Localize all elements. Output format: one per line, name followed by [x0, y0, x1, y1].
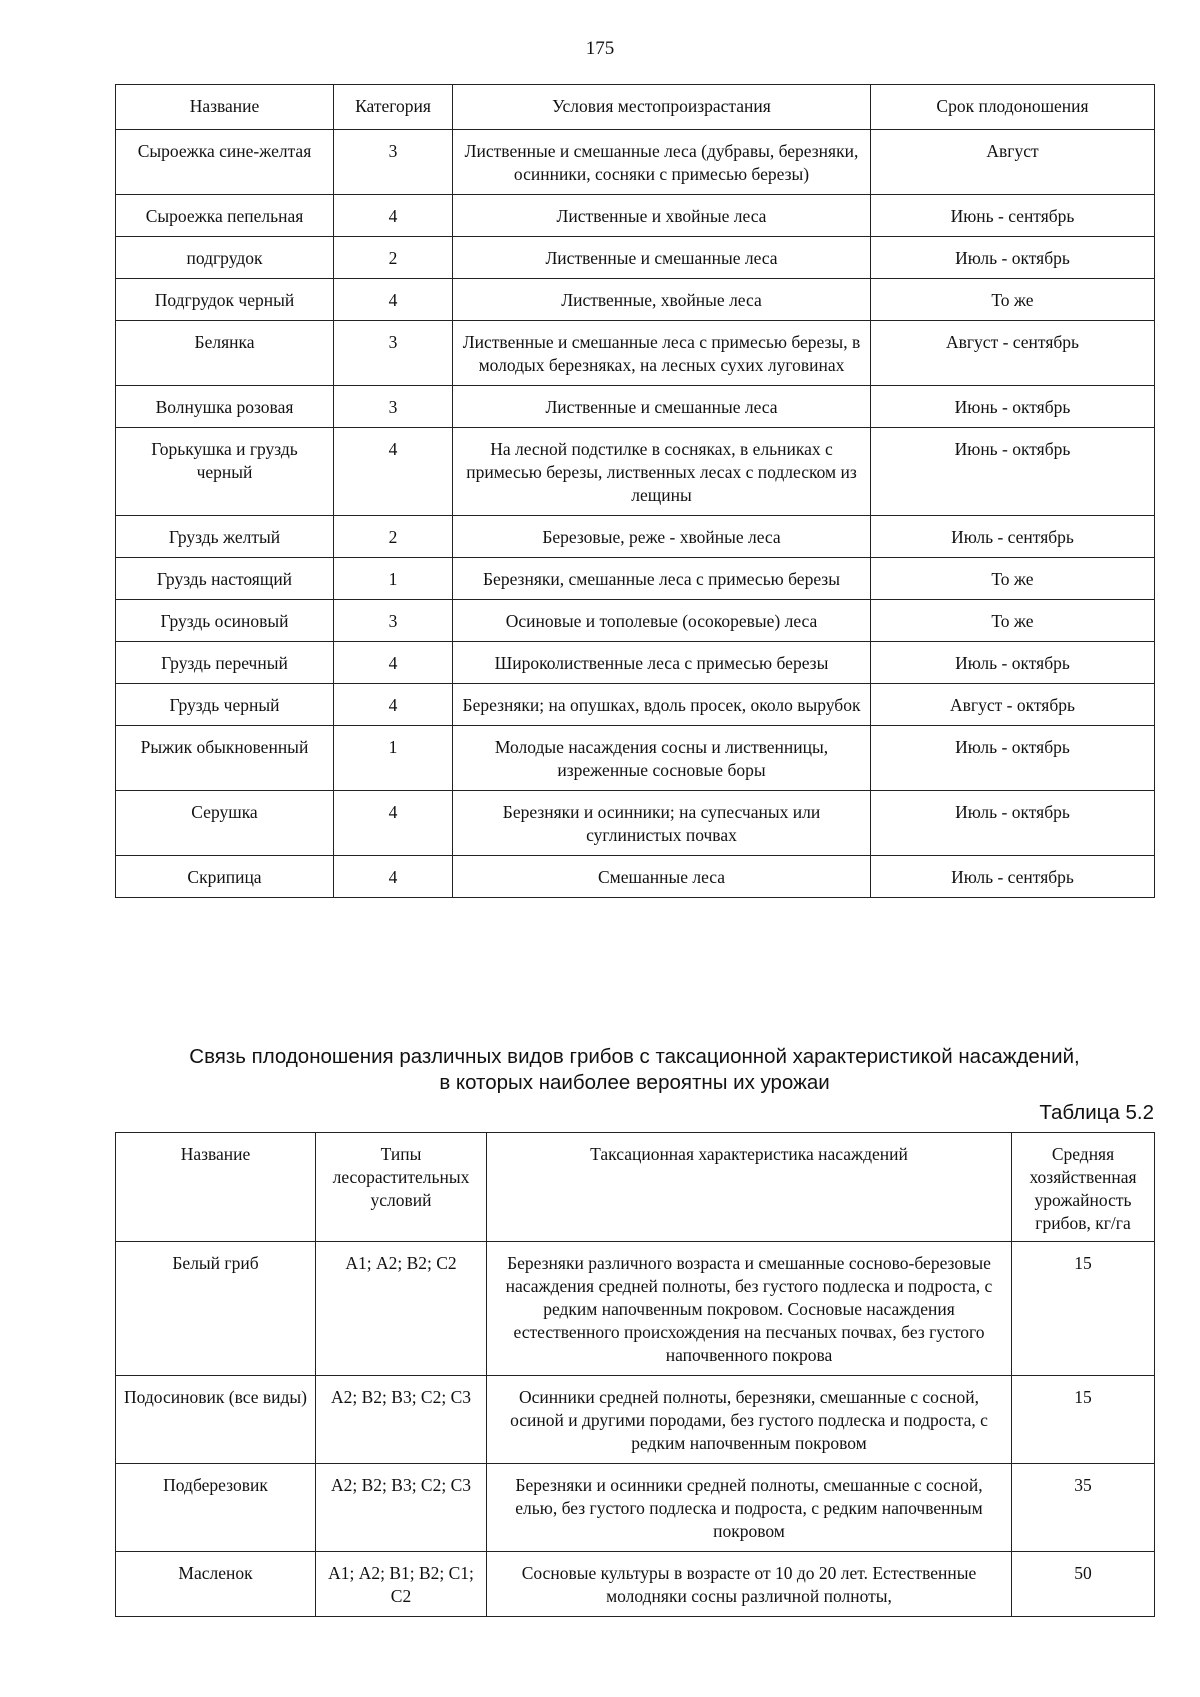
cell-category: 4 — [334, 684, 453, 726]
cell-habitat: Широколиственные леса с примесью березы — [453, 642, 871, 684]
table-row — [116, 130, 1155, 195]
column-header-category: Категория — [334, 85, 453, 130]
table-row — [116, 856, 1155, 898]
mushroom-yield-table — [115, 1132, 1155, 1617]
cell-name: Серушка — [116, 791, 334, 856]
cell-name: Волнушка розовая — [116, 386, 334, 428]
table-row — [116, 791, 1155, 856]
cell-name: Подгрудок черный — [116, 279, 334, 321]
column-header-habitat: Условия местопроизрастания — [453, 85, 871, 130]
cell-average-yield: 35 — [1012, 1464, 1155, 1552]
column-header-name: Название — [116, 85, 334, 130]
cell-habitat: Березняки; на опушках, вдоль просек, около вырубок — [453, 684, 871, 726]
section-title-line: Связь плодоношения различных видов грибов с таксационной характеристикой насаждений, — [189, 1045, 1080, 1068]
cell-name: Груздь желтый — [116, 516, 334, 558]
table-header-row — [116, 85, 1155, 130]
cell-category: 1 — [334, 558, 453, 600]
cell-fruiting-period: То же — [871, 279, 1155, 321]
table-header-row — [116, 1133, 1155, 1242]
cell-category: 1 — [334, 726, 453, 791]
cell-name: Груздь настоящий — [116, 558, 334, 600]
cell-habitat: Лиственные и хвойные леса — [453, 195, 871, 237]
column-header-forest-conditions: Типы лесорастительных условий — [316, 1133, 487, 1242]
cell-fruiting-period: Июль - октябрь — [871, 237, 1155, 279]
cell-habitat: Молодые насаждения сосны и лиственницы, изреженные сосновые боры — [453, 726, 871, 791]
cell-fruiting-period: Июль - сентябрь — [871, 856, 1155, 898]
cell-fruiting-period: Июль - октябрь — [871, 726, 1155, 791]
cell-forest-conditions: А1; А2; В1; В2; С1; С2 — [316, 1552, 487, 1617]
column-header-average-yield: Средняя хозяйственная урожайность грибов, кг/га — [1012, 1133, 1155, 1242]
cell-category: 4 — [334, 856, 453, 898]
cell-category: 4 — [334, 791, 453, 856]
cell-name: Подосиновик (все виды) — [116, 1376, 316, 1464]
cell-habitat: Осиновые и тополевые (осокоревые) леса — [453, 600, 871, 642]
table-row — [116, 1376, 1155, 1464]
section-title — [115, 1044, 1154, 1096]
cell-category: 4 — [334, 642, 453, 684]
table-row — [116, 321, 1155, 386]
cell-fruiting-period: Июль - октябрь — [871, 642, 1155, 684]
cell-name: Рыжик обыкновенный — [116, 726, 334, 791]
cell-name: Горькушка и груздь черный — [116, 428, 334, 516]
cell-category: 4 — [334, 195, 453, 237]
cell-fruiting-period: Август — [871, 130, 1155, 195]
cell-stand-characteristics: Сосновые культуры в возрасте от 10 до 20 лет. Естественные молодняки сосны различной полноты, — [487, 1552, 1012, 1617]
cell-habitat: Смешанные леса — [453, 856, 871, 898]
cell-average-yield: 15 — [1012, 1242, 1155, 1376]
cell-fruiting-period: Август - сентябрь — [871, 321, 1155, 386]
cell-habitat: Лиственные, хвойные леса — [453, 279, 871, 321]
cell-habitat: Березняки и осинники; на супесчаных или суглинистых почвах — [453, 791, 871, 856]
table-row — [116, 1242, 1155, 1376]
cell-category: 3 — [334, 130, 453, 195]
table-row — [116, 1552, 1155, 1617]
column-header-name: Название — [116, 1133, 316, 1242]
cell-name: Груздь черный — [116, 684, 334, 726]
cell-forest-conditions: А1; А2; В2; С2 — [316, 1242, 487, 1376]
cell-stand-characteristics: Осинники средней полноты, березняки, смешанные с сосной, осиной и другими породами, без густого подлеска и подроста, с редким напочвенным покровом — [487, 1376, 1012, 1464]
table-row — [116, 428, 1155, 516]
cell-fruiting-period: Июль - сентябрь — [871, 516, 1155, 558]
cell-habitat: Лиственные и смешанные леса (дубравы, березняки, осинники, сосняки с примесью березы) — [453, 130, 871, 195]
cell-name: Скрипица — [116, 856, 334, 898]
cell-name: Белый гриб — [116, 1242, 316, 1376]
table-row — [116, 195, 1155, 237]
table-row — [116, 279, 1155, 321]
cell-name: Груздь осиновый — [116, 600, 334, 642]
cell-fruiting-period: То же — [871, 558, 1155, 600]
cell-category: 4 — [334, 279, 453, 321]
cell-category: 3 — [334, 321, 453, 386]
cell-fruiting-period: То же — [871, 600, 1155, 642]
cell-name: Сыроежка пепельная — [116, 195, 334, 237]
table-label: Таблица 5.2 — [1039, 1101, 1154, 1124]
table-row — [116, 1464, 1155, 1552]
cell-name: Сыроежка сине-желтая — [116, 130, 334, 195]
cell-fruiting-period: Июнь - октябрь — [871, 428, 1155, 516]
cell-name: Масленок — [116, 1552, 316, 1617]
cell-habitat: Лиственные и смешанные леса — [453, 237, 871, 279]
cell-forest-conditions: А2; В2; В3; С2; С3 — [316, 1464, 487, 1552]
cell-name: подгрудок — [116, 237, 334, 279]
table-row — [116, 726, 1155, 791]
table-row — [116, 386, 1155, 428]
table-row — [116, 684, 1155, 726]
cell-fruiting-period: Июнь - сентябрь — [871, 195, 1155, 237]
cell-name: Подберезовик — [116, 1464, 316, 1552]
cell-habitat: Березовые, реже - хвойные леса — [453, 516, 871, 558]
cell-fruiting-period: Июнь - октябрь — [871, 386, 1155, 428]
cell-habitat: Березняки, смешанные леса с примесью березы — [453, 558, 871, 600]
section-title-line: в которых наиболее вероятны их урожаи — [439, 1071, 830, 1094]
cell-name: Груздь перечный — [116, 642, 334, 684]
table-row — [116, 558, 1155, 600]
cell-average-yield: 15 — [1012, 1376, 1155, 1464]
table-body — [116, 130, 1155, 898]
table-row — [116, 516, 1155, 558]
cell-stand-characteristics: Березняки и осинники средней полноты, смешанные с сосной, елью, без густого подлеска и подроста, с редким напочвенным покровом — [487, 1464, 1012, 1552]
table-row — [116, 642, 1155, 684]
cell-name: Белянка — [116, 321, 334, 386]
cell-fruiting-period: Июль - октябрь — [871, 791, 1155, 856]
cell-category: 3 — [334, 386, 453, 428]
cell-forest-conditions: А2; В2; В3; С2; С3 — [316, 1376, 487, 1464]
table-row — [116, 600, 1155, 642]
mushroom-habitat-table — [115, 84, 1155, 898]
cell-category: 4 — [334, 428, 453, 516]
column-header-fruiting-period: Срок плодоношения — [871, 85, 1155, 130]
table-row — [116, 237, 1155, 279]
cell-category: 3 — [334, 600, 453, 642]
column-header-stand-characteristics: Таксационная характеристика насаждений — [487, 1133, 1012, 1242]
cell-habitat: Лиственные и смешанные леса — [453, 386, 871, 428]
cell-stand-characteristics: Березняки различного возраста и смешанные сосново-березовые насаждения средней полноты, без густого подлеска и подроста, с редким напочвенным покровом. Сосновые насаждения естественного происхождения на песчаных почвах, без густого напочвенного покрова — [487, 1242, 1012, 1376]
cell-category: 2 — [334, 237, 453, 279]
cell-category: 2 — [334, 516, 453, 558]
cell-fruiting-period: Август - октябрь — [871, 684, 1155, 726]
cell-average-yield: 50 — [1012, 1552, 1155, 1617]
page-number: 175 — [585, 38, 615, 59]
cell-habitat: На лесной подстилке в сосняках, в ельниках с примесью березы, лиственных лесах с подлеском из лещины — [453, 428, 871, 516]
table-body — [116, 1242, 1155, 1617]
cell-habitat: Лиственные и смешанные леса с примесью березы, в молодых березняках, на лесных сухих луговинах — [453, 321, 871, 386]
